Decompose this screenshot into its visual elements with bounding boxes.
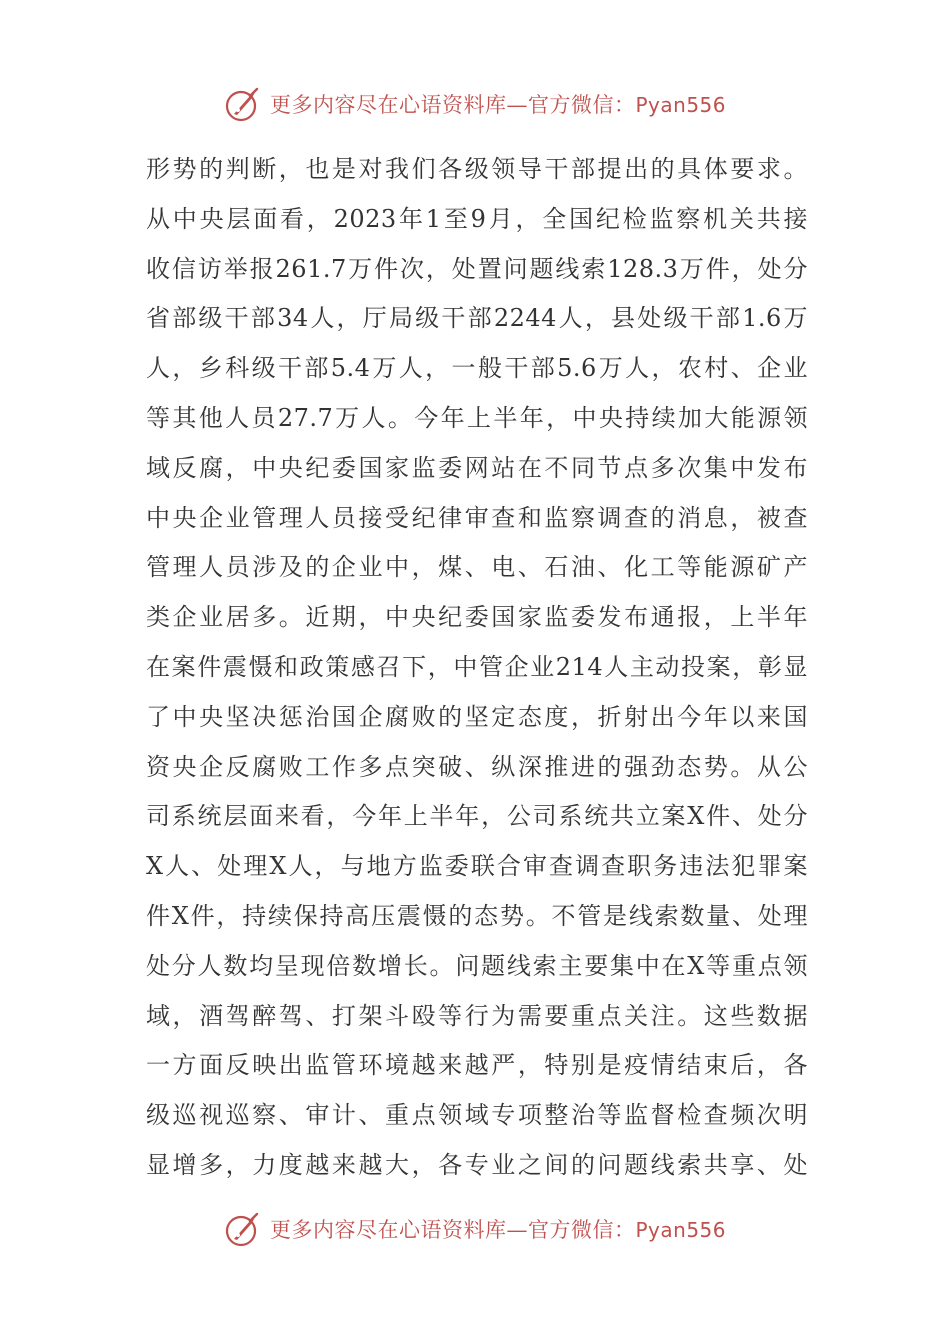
document-body (146, 145, 808, 1191)
text-line: 人，乡科级干部5.4万人，一般干部5.6万人，农村、企业 (146, 354, 808, 383)
text-line: 等其他人员27.7万人。今年上半年，中央持续加大能源领 (146, 403, 808, 432)
text-line: 中央企业管理人员接受纪律审查和监察调查的消息，被查 (146, 503, 808, 532)
pen-nib-circle-icon (224, 84, 264, 124)
text-line: 资央企反腐败工作多点突破、纵深推进的强劲态势。从公 (146, 752, 808, 781)
text-line: 省部级干部34人，厅局级干部2244人，县处级干部1.6万 (146, 304, 808, 333)
watermark-text: 更多内容尽在心语资料库—官方微信：Pyan556 (269, 1218, 726, 1242)
watermark-id: Pyan556 (635, 1218, 726, 1242)
text-line: 收信访举报261.7万件次，处置问题线索128.3万件，处分 (146, 254, 808, 283)
text-line: 类企业居多。近期，中央纪委国家监委发布通报，上半年 (146, 603, 808, 632)
header-watermark (0, 82, 950, 126)
text-line: 件X件，持续保持高压震慑的态势。不管是线索数量、处理 (146, 901, 808, 930)
text-line: 从中央层面看，2023年1至9月，全国纪检监察机关共接 (146, 204, 808, 233)
footer-watermark (0, 1207, 950, 1251)
text-line: 级巡视巡察、审计、重点领域专项整治等监督检查频次明 (146, 1101, 808, 1130)
pen-nib-circle-icon (224, 1209, 264, 1249)
watermark-text: 更多内容尽在心语资料库—官方微信：Pyan556 (269, 93, 726, 117)
text-line: 形势的判断，也是对我们各级领导干部提出的具体要求。 (146, 155, 808, 183)
text-line: X人、处理X人，与地方监委联合审查调查职务违法犯罪案 (146, 852, 808, 881)
text-line: 了中央坚决惩治国企腐败的坚定态度，折射出今年以来国 (146, 702, 808, 731)
text-line: 域，酒驾醉驾、打架斗殴等行为需要重点关注。这些数据 (146, 1001, 808, 1030)
text-line: 域反腐，中央纪委国家监委网站在不同节点多次集中发布 (146, 453, 808, 482)
text-line: 管理人员涉及的企业中，煤、电、石油、化工等能源矿产 (146, 553, 808, 582)
text-line: 司系统层面来看，今年上半年，公司系统共立案X件、处分 (146, 802, 808, 831)
text-line: 处分人数均呈现倍数增长。问题线索主要集中在X等重点领 (146, 951, 808, 980)
text-line: 一方面反映出监管环境越来越严，特别是疫情结束后，各 (146, 1051, 808, 1080)
watermark-id: Pyan556 (635, 93, 726, 117)
text-line: 在案件震慑和政策感召下，中管企业214人主动投案，彰显 (146, 652, 808, 681)
text-line: 显增多，力度越来越大，各专业之间的问题线索共享、处 (146, 1150, 808, 1179)
